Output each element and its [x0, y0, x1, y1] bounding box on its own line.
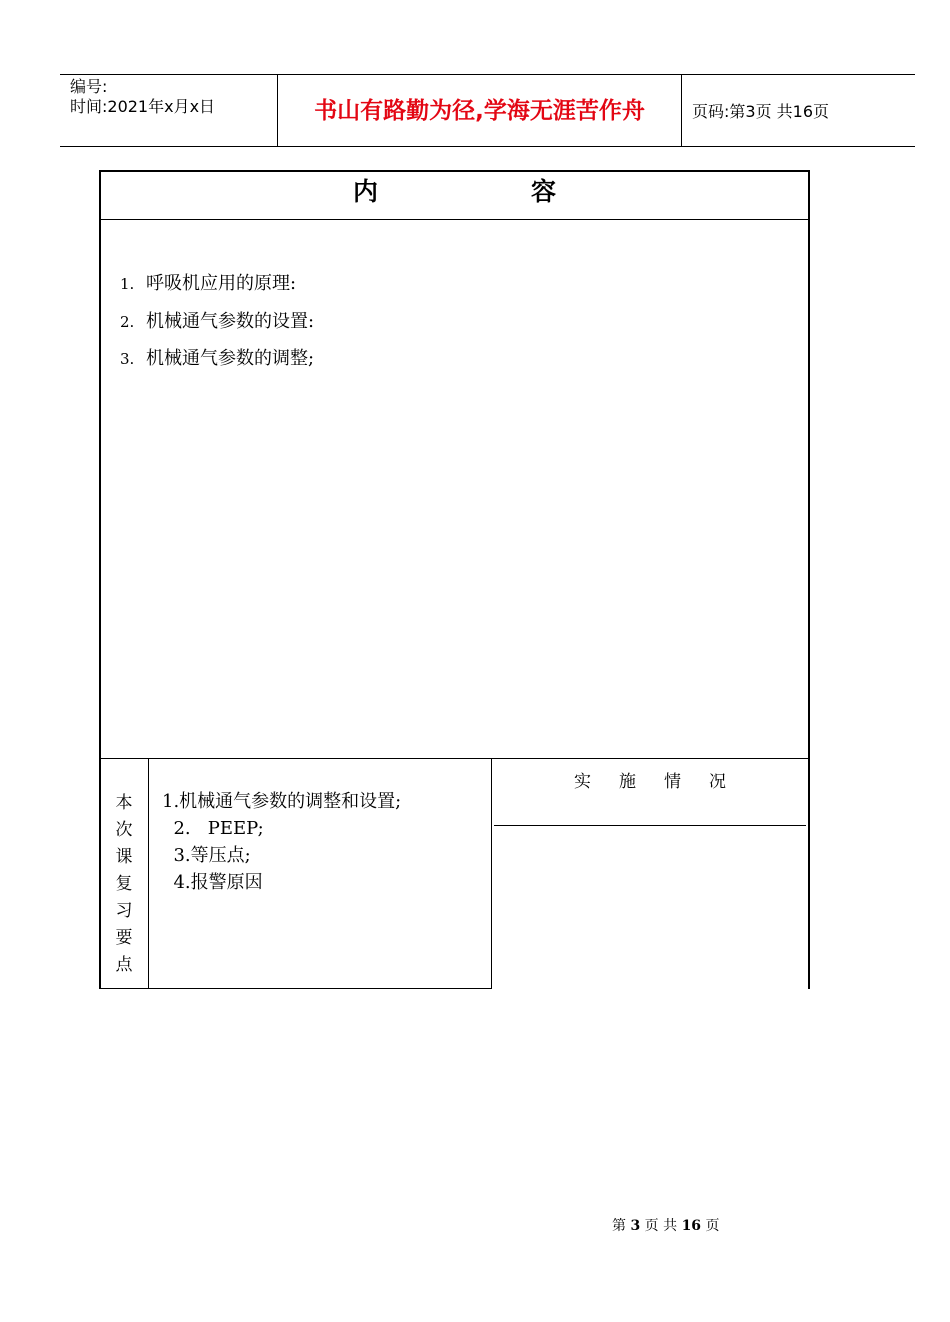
impl-header-char: 情 — [664, 772, 681, 792]
page-footer — [612, 1216, 720, 1236]
content-item-text: 呼吸机应用的原理: — [146, 273, 297, 294]
review-label-char: 课 — [115, 847, 133, 867]
content-item-number: 2. — [120, 313, 135, 331]
table-title-right: 容 — [531, 177, 557, 206]
impl-header-char: 施 — [619, 772, 636, 792]
table-border-top — [99, 170, 810, 172]
review-label-char: 习 — [115, 901, 133, 921]
review-label-char: 复 — [115, 874, 133, 894]
content-divider — [99, 758, 809, 759]
footer-total-pages: 16 — [681, 1218, 702, 1234]
review-label-divider — [148, 758, 149, 988]
review-impl-divider — [491, 758, 492, 988]
impl-header-divider — [494, 825, 806, 826]
footer-suffix: 页 — [705, 1218, 720, 1234]
content-item-text: 机械通气参数的设置: — [146, 311, 315, 332]
impl-header-char: 况 — [709, 772, 726, 792]
review-item: 2. PEEP; — [162, 818, 264, 839]
header-motto: 书山有路勤为径,学海无涯苦作舟 — [314, 98, 645, 124]
review-item: 4.报警原因 — [162, 872, 263, 893]
review-label-char: 要 — [115, 928, 133, 948]
content-item — [120, 310, 314, 334]
review-item: 3.等压点; — [162, 845, 251, 866]
review-label — [100, 790, 148, 979]
footer-prefix: 第 — [612, 1218, 626, 1234]
header-bottom-rule — [60, 146, 915, 147]
review-label-char: 次 — [115, 820, 133, 840]
header-number-label: 编号: — [70, 77, 108, 96]
content-item — [120, 272, 296, 296]
table-border-right — [808, 170, 810, 989]
header-divider — [681, 74, 682, 147]
header-page-info: 页码:第3页 共16页 — [692, 102, 830, 121]
table-title-left: 内 — [353, 177, 379, 206]
content-item-number: 1. — [120, 275, 135, 293]
impl-header-char: 实 — [574, 772, 591, 792]
title-divider — [99, 219, 809, 220]
footer-page-number: 3 — [630, 1218, 641, 1234]
header-time-label: 时间:2021年x月x日 — [70, 97, 216, 116]
content-item-text: 机械通气参数的调整; — [146, 348, 315, 369]
content-item — [120, 347, 314, 371]
footer-mid: 页 共 — [644, 1218, 678, 1234]
content-item-number: 3. — [120, 350, 135, 368]
review-label-char: 本 — [115, 793, 133, 813]
table-border-bottom — [99, 988, 492, 989]
review-label-char: 点 — [115, 955, 133, 975]
review-item: 1.机械通气参数的调整和设置; — [162, 791, 402, 812]
header-top-rule — [60, 74, 915, 75]
